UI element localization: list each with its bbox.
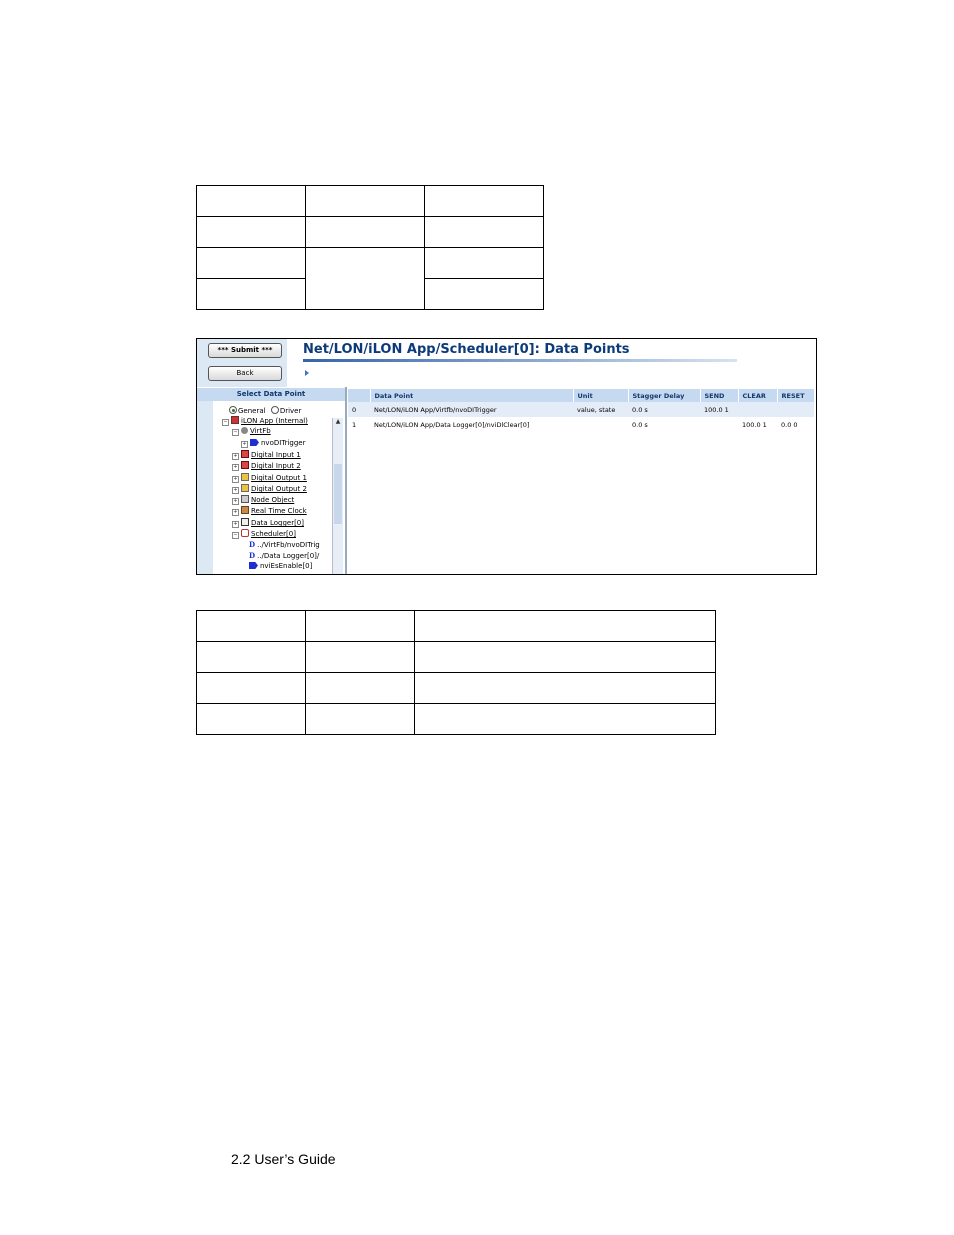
data-point-path: Net/LON/iLON App/Data Logger[0]/nviDlClear[0]	[370, 417, 573, 432]
tree-item-digital-input-1[interactable]: + Digital Input 1	[233, 451, 301, 459]
empty-table-bottom	[196, 610, 716, 735]
scheduler-data-points-screenshot	[196, 338, 817, 575]
page-title: Net/LON/iLON App/Scheduler[0]: Data Points	[303, 342, 630, 357]
tree-item-digital-output-2[interactable]: + Digital Output 2	[233, 485, 307, 493]
send-value	[700, 417, 738, 432]
tree-item-data-logger-ref[interactable]: D ../Data Logger[0]/	[249, 551, 320, 560]
tree-sidebar	[197, 401, 213, 574]
data-point-ref-icon: D	[249, 551, 256, 560]
table-cell	[306, 611, 415, 642]
tree-item-digital-output-1[interactable]: + Digital Output 1	[233, 474, 307, 482]
expand-icon[interactable]: +	[233, 487, 238, 493]
row-index: 0	[348, 402, 370, 417]
tree-item-node-object[interactable]: + Node Object	[233, 496, 295, 504]
tree-item-real-time-clock[interactable]: + Real Time Clock	[233, 507, 307, 515]
table-cell	[306, 186, 425, 217]
clock-icon	[241, 506, 249, 514]
table-cell	[197, 611, 306, 642]
send-value: 100.0 1	[700, 402, 738, 417]
stagger-delay-value: 0.0 s	[628, 402, 700, 417]
table-cell	[197, 704, 306, 735]
digital-input-icon	[241, 450, 249, 458]
table-cell	[197, 673, 306, 704]
stagger-delay-value: 0.0 s	[628, 417, 700, 432]
digital-output-icon	[241, 484, 249, 492]
table-cell	[197, 186, 306, 217]
table-row[interactable]	[348, 417, 814, 432]
output-point-icon	[250, 439, 259, 446]
expand-icon[interactable]: +	[233, 521, 238, 527]
table-cell	[306, 704, 415, 735]
column-header-index	[348, 389, 370, 402]
table-cell	[425, 217, 544, 248]
table-cell	[425, 186, 544, 217]
tree-item-data-logger[interactable]: + Data Logger[0]	[233, 519, 304, 527]
expand-arrow-icon[interactable]	[305, 370, 309, 376]
submit-button[interactable]: *** Submit ***	[208, 343, 282, 358]
unit-value: value, state	[573, 402, 628, 417]
node-object-icon	[241, 495, 249, 503]
header-area	[197, 339, 816, 387]
expand-icon[interactable]: +	[233, 476, 238, 482]
tree-item-virtfb-ref[interactable]: D ../VirtFb/nvoDITrig	[249, 540, 320, 549]
tree-header: Select Data Point	[197, 388, 345, 401]
collapse-icon[interactable]: −	[233, 429, 238, 435]
radio-general[interactable]	[229, 406, 237, 414]
scheduler-icon	[241, 529, 249, 537]
title-underline	[303, 359, 737, 362]
tree-item-virtfb[interactable]: − VirtFb	[233, 427, 271, 435]
table-cell	[197, 642, 306, 673]
data-points-grid	[348, 389, 814, 432]
table-cell-merged	[306, 248, 425, 310]
data-point-ref-icon: D	[249, 540, 256, 549]
page-footer: 2.2 User’s Guide	[231, 1151, 336, 1167]
empty-table-top	[196, 185, 544, 310]
digital-input-icon	[241, 461, 249, 469]
unit-value	[573, 417, 628, 432]
clear-value	[738, 402, 777, 417]
reset-value: 0.0 0	[777, 417, 814, 432]
column-header-reset[interactable]: RESET	[777, 389, 814, 402]
view-mode-radios	[229, 406, 301, 415]
table-cell	[306, 642, 415, 673]
table-cell	[306, 673, 415, 704]
table-cell	[415, 704, 716, 735]
tree-scrollbar[interactable]	[332, 418, 343, 574]
row-index: 1	[348, 417, 370, 432]
table-cell	[197, 217, 306, 248]
table-row[interactable]	[348, 402, 814, 417]
expand-icon[interactable]: +	[233, 509, 238, 515]
column-header-send[interactable]: SEND	[700, 389, 738, 402]
table-cell	[425, 279, 544, 310]
digital-output-icon	[241, 473, 249, 481]
expand-icon[interactable]: +	[242, 441, 247, 447]
scroll-thumb[interactable]	[334, 464, 342, 524]
input-point-icon	[249, 562, 258, 569]
data-point-path: Net/LON/iLON App/Virtfb/nvoDITrigger	[370, 402, 573, 417]
collapse-icon[interactable]: −	[233, 532, 238, 538]
radio-driver-label: Driver	[279, 407, 302, 415]
expand-icon[interactable]: +	[233, 498, 238, 504]
column-header-stagger-delay[interactable]: Stagger Delay	[628, 389, 700, 402]
data-point-tree	[197, 387, 347, 574]
tree-item-nviesenable[interactable]: nviEsEnable[0]	[249, 562, 312, 571]
table-cell	[415, 673, 716, 704]
data-logger-icon	[241, 518, 249, 526]
collapse-icon[interactable]: −	[223, 419, 228, 425]
table-cell	[306, 217, 425, 248]
column-header-clear[interactable]: CLEAR	[738, 389, 777, 402]
column-header-unit[interactable]: Unit	[573, 389, 628, 402]
tree-item-digital-input-2[interactable]: + Digital Input 2	[233, 462, 301, 470]
table-cell	[197, 279, 306, 310]
back-button[interactable]: Back	[208, 366, 282, 381]
tree-item-ilon-app[interactable]: − iLON App (Internal)	[223, 417, 308, 425]
app-icon	[231, 416, 239, 424]
scroll-up-icon[interactable]: ▲	[335, 418, 341, 425]
table-cell	[415, 611, 716, 642]
radio-driver[interactable]	[271, 406, 279, 414]
table-cell	[415, 642, 716, 673]
radio-general-label: General	[238, 407, 266, 415]
expand-icon[interactable]: +	[233, 464, 238, 470]
grid-header-row	[348, 389, 814, 402]
tree-item-nvoditrigger[interactable]: + nvoDITrigger	[242, 439, 306, 447]
functional-block-icon	[241, 427, 248, 434]
clear-value: 100.0 1	[738, 417, 777, 432]
tree-item-scheduler[interactable]: − Scheduler[0]	[233, 530, 296, 538]
column-header-data-point[interactable]: Data Point	[370, 389, 573, 402]
expand-icon[interactable]: +	[233, 453, 238, 459]
table-cell	[425, 248, 544, 279]
table-cell	[197, 248, 306, 279]
reset-value	[777, 402, 814, 417]
